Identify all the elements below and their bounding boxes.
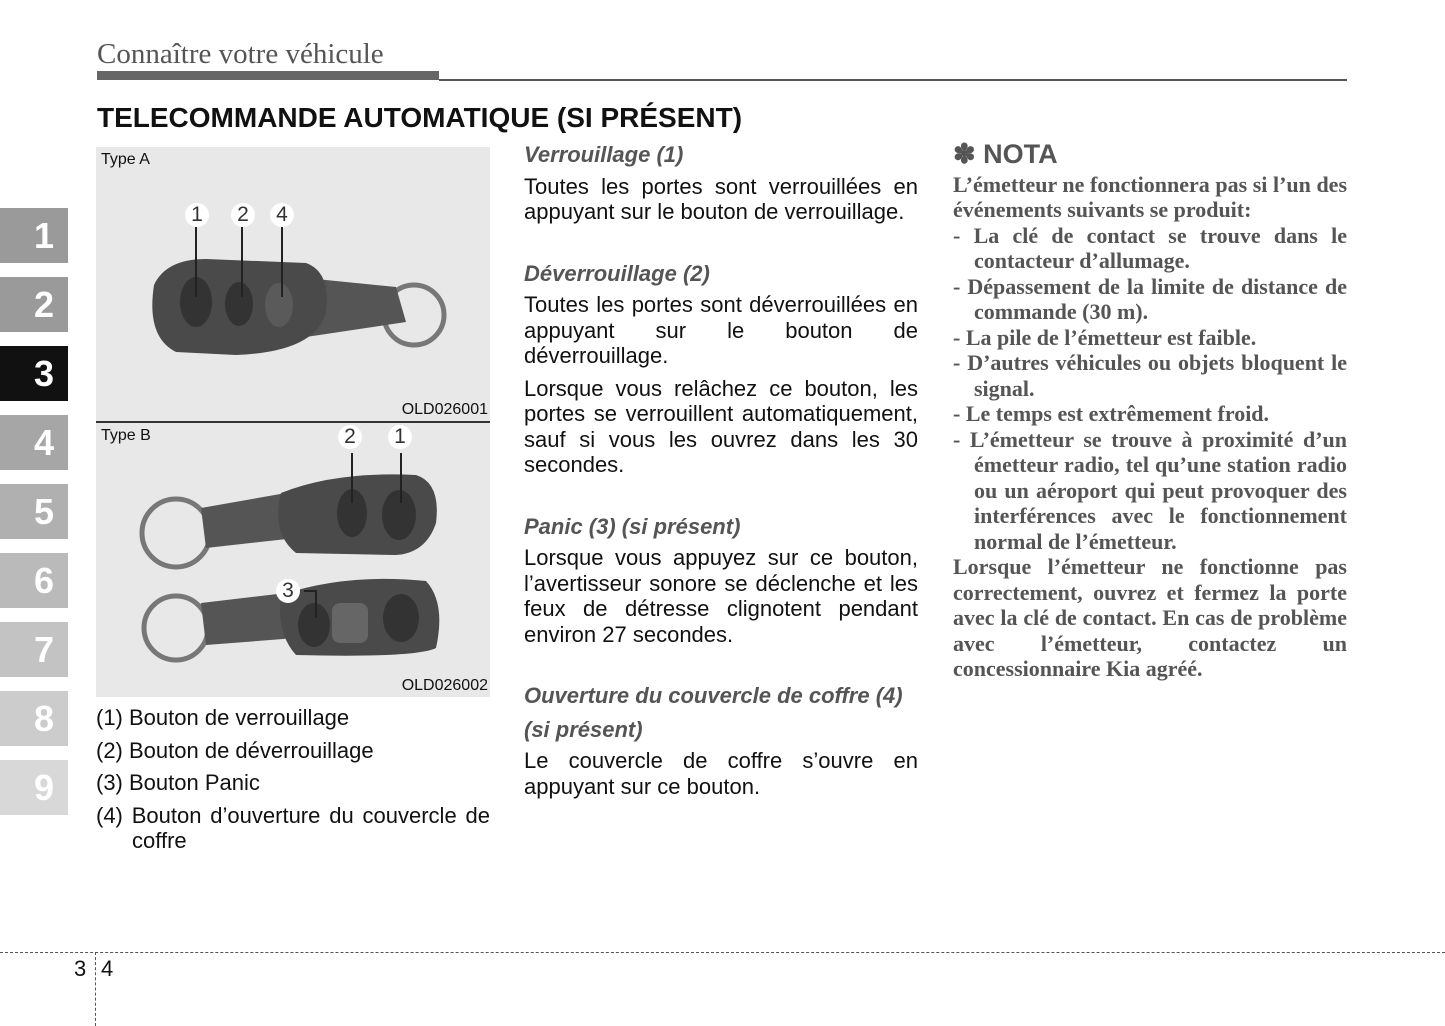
footer-rule bbox=[0, 952, 1445, 953]
chapter-tab-1[interactable]: 1 bbox=[0, 208, 68, 263]
figure-type-a bbox=[96, 147, 490, 421]
chapter-tab-7[interactable]: 7 bbox=[0, 622, 68, 677]
chapter-number: 3 bbox=[74, 956, 87, 981]
key-fob-a-illustration bbox=[96, 147, 490, 421]
callout-number: 3 bbox=[276, 579, 300, 603]
callout-number: 2 bbox=[338, 425, 362, 449]
paragraph: Le couvercle de coffre s’ouvre en appuyant sur ce bouton. bbox=[524, 748, 918, 799]
nota-item: - Dépassement de la limite de distance de commande (30 m). bbox=[953, 273, 1347, 324]
paragraph: Lorsque vous relâchez ce bouton, les portes se verrouillent automatiquement, sauf si vous les ouvrez dans les 30 secondes. bbox=[524, 375, 918, 477]
nota-item: - La pile de l’émetteur est faible. bbox=[953, 324, 1257, 350]
nota-item: - D’autres véhicules ou objets bloquent le signal. bbox=[953, 350, 1347, 401]
header-bar bbox=[97, 71, 439, 80]
legend-item: (4) Bouton d’ouverture du couvercle de coffre bbox=[96, 802, 490, 853]
nota-item: - La clé de contact se trouve dans le contacteur d’allumage. bbox=[953, 222, 1347, 273]
middle-column bbox=[524, 142, 918, 799]
section-header: Connaître votre véhicule bbox=[97, 38, 384, 70]
section-heading: Déverrouillage (2) bbox=[524, 260, 710, 286]
figure-label: Type B bbox=[101, 427, 151, 444]
figure-code: OLD026002 bbox=[401, 677, 488, 694]
section-heading: Panic (3) (si présent) bbox=[524, 513, 741, 539]
chapter-tab-9[interactable]: 9 bbox=[0, 760, 68, 815]
figure-code: OLD026001 bbox=[401, 401, 488, 418]
button-legend bbox=[96, 705, 490, 861]
paragraph: Toutes les portes sont déverrouillées en appuyant sur le bouton de déverrouillage. bbox=[524, 292, 918, 368]
callout-number: 1 bbox=[185, 203, 209, 227]
chapter-tab-3[interactable]: 3 bbox=[0, 346, 68, 401]
callout-number: 1 bbox=[388, 425, 412, 449]
section-heading: Verrouillage (1) bbox=[524, 142, 684, 167]
figure-type-b bbox=[96, 423, 490, 697]
callout-number: 2 bbox=[231, 203, 255, 227]
nota-outro: Lorsque l’émetteur ne fonctionne pas correctement, ouvrez et fermez la porte avec la clé de contact. En cas de problème avec l’émetteur, contactez un concessionnaire Kia agréé. bbox=[953, 554, 1347, 681]
chapter-tab-5[interactable]: 5 bbox=[0, 484, 68, 539]
nota-item: - L’émetteur se trouve à proximité d’un émetteur radio, tel qu’une station radio ou un aéroport qui peut provoquer des interférences avec le fonctionnement normal de l’émetteur. bbox=[953, 426, 1347, 554]
key-fob-b-illustration bbox=[96, 423, 490, 697]
footer-divider bbox=[95, 952, 96, 1026]
chapter-tab-6[interactable]: 6 bbox=[0, 553, 68, 608]
chapter-tab-8[interactable]: 8 bbox=[0, 691, 68, 746]
legend-item: (3) Bouton Panic bbox=[96, 770, 260, 795]
page-number: 4 bbox=[101, 956, 114, 981]
section-heading-sub: (si présent) bbox=[524, 716, 643, 742]
legend-item: (1) Bouton de verrouillage bbox=[96, 705, 350, 730]
page-title: TELECOMMANDE AUTOMATIQUE (SI PRÉSENT) bbox=[97, 102, 743, 133]
callout-number: 4 bbox=[270, 203, 294, 227]
section-heading: Ouverture du couvercle de coffre (4) bbox=[524, 683, 903, 708]
chapter-tab-4[interactable]: 4 bbox=[0, 415, 68, 470]
legend-item: (2) Bouton de déverrouillage bbox=[96, 737, 374, 763]
chapter-tab-2[interactable]: 2 bbox=[0, 277, 68, 332]
header-rule bbox=[439, 79, 1347, 81]
nota-item: - Le temps est extrêmement froid. bbox=[953, 401, 1270, 426]
nota-box bbox=[953, 139, 1347, 682]
paragraph: Lorsque vous appuyez sur ce bouton, l’avertisseur sonore se déclenche et les feux de détresse clignotent pendant environ 27 secondes. bbox=[524, 545, 918, 647]
nota-intro: L’émetteur ne fonctionnera pas si l’un des événements suivants se produit: bbox=[953, 171, 1347, 222]
nota-title: ✽ NOTA bbox=[953, 139, 1058, 169]
paragraph: Toutes les portes sont verrouillées en appuyant sur le bouton de verrouillage. bbox=[524, 173, 918, 224]
figure-label: Type A bbox=[101, 151, 150, 168]
